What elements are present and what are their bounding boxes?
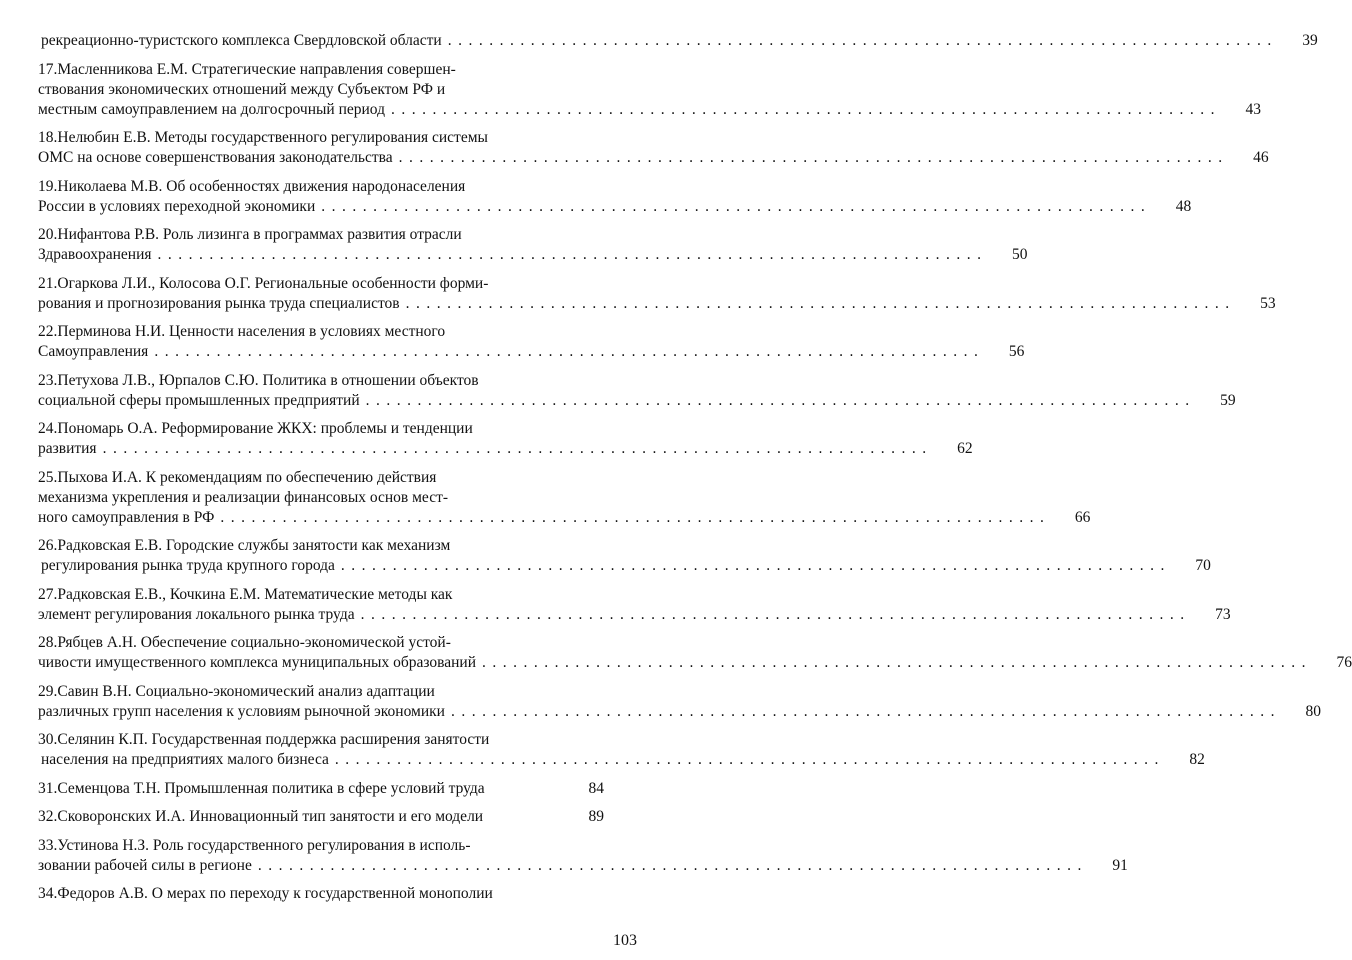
- toc-entry-text: рования и прогнозирования рынка труда специалистов: [38, 294, 400, 312]
- toc-entry-text: зовании рабочей силы в регионе: [38, 856, 252, 874]
- toc-entry-text: рекреационно-туристского комплекса Свердловской области: [41, 32, 442, 49]
- toc-entry-text: различных групп населения к условиям рыночной экономики: [38, 702, 445, 720]
- toc-page-number: 59: [1220, 391, 1236, 409]
- toc-entry-text: 32.Сковоронских И.А. Инновационный тип занятости и его модели: [38, 808, 484, 825]
- toc-entry-text: Самоуправления: [38, 343, 149, 360]
- toc-entry-text: ного самоуправления в РФ: [38, 508, 215, 526]
- toc-entry-line: [38, 439, 973, 459]
- toc-page-number: 46: [1253, 149, 1269, 166]
- toc-page-number: 66: [1074, 508, 1091, 526]
- toc-entry-line: [38, 391, 1236, 411]
- toc-entry-text: регулирования рынка труда крупного города: [41, 557, 335, 574]
- toc-entry-line: [38, 605, 1231, 625]
- toc-entry: [38, 177, 1192, 217]
- toc-entry-line: [38, 60, 604, 80]
- toc-entry: [38, 585, 1231, 625]
- leader-dots: ................................................................................: [390, 100, 1221, 118]
- toc-entry: [38, 371, 1236, 411]
- toc-entry-line: [38, 128, 604, 148]
- toc-entry-text: 31.Семенцова Т.Н. Промышленная политика в сфере условий труда: [38, 779, 485, 797]
- toc-entry-text: 34.Федоров А.В. О мерах по переходу к государственной монополии: [38, 885, 493, 902]
- toc-entry-line: [38, 148, 1269, 168]
- toc-entry-text: ствования экономических отношений между Субъектом РФ и: [38, 80, 446, 98]
- leader-dots: ................................................................................: [154, 343, 985, 360]
- toc-entry: [38, 836, 1128, 876]
- toc-entry-line: [38, 702, 1321, 722]
- toc-entry-line: [38, 80, 604, 100]
- toc-entry-line: [38, 633, 604, 653]
- toc-entry: [38, 60, 1261, 120]
- page-number: 103: [613, 932, 637, 949]
- toc-entry-line: [38, 508, 1091, 528]
- toc-entry-line: [38, 419, 604, 439]
- toc-page-number: 84: [588, 779, 604, 797]
- toc-entry-text: социальной сферы промышленных предприятий: [38, 391, 360, 409]
- toc-page-number: 76: [1336, 654, 1352, 671]
- leader-dots: ................................................................................: [360, 605, 1191, 623]
- toc-entry: [38, 779, 604, 799]
- toc-entry-line: [38, 245, 1028, 265]
- toc-entry-text: населения на предприятиях малого бизнеса: [41, 751, 329, 768]
- toc-page-number: 48: [1175, 197, 1192, 215]
- toc-entry: [38, 225, 1028, 265]
- toc-entry-text: России в условиях переходной экономики: [38, 197, 316, 215]
- toc-entry: [38, 468, 1091, 528]
- leader-dots: ................................................................................: [365, 391, 1196, 409]
- toc-entry-line: [38, 653, 1352, 673]
- toc-page-number: 73: [1215, 605, 1231, 623]
- toc-entry-text: 18.Нелюбин Е.В. Методы государственного регулирования системы: [38, 129, 488, 146]
- toc-entry-text: 25.Пыхова И.А. К рекомендациям по обеспечению действия: [38, 468, 437, 486]
- toc-page-number: 82: [1189, 751, 1205, 768]
- toc-page-number: 62: [957, 440, 973, 457]
- toc-entry-line: [38, 274, 604, 294]
- toc-entry: [38, 274, 1276, 314]
- toc-entry-text: 23.Петухова Л.В., Юрпалов С.Ю. Политика в отношении объектов: [38, 371, 479, 389]
- toc-entry: [38, 31, 1318, 51]
- leader-dots: ................................................................................: [257, 856, 1088, 874]
- toc-entry-text: 21.Огаркова Л.И., Колосова О.Г. Региональные особенности форми-: [38, 274, 489, 292]
- toc-entry: [38, 884, 604, 904]
- toc-entry-text: 22.Перминова Н.И. Ценности населения в условиях местного: [38, 323, 446, 340]
- toc-entry-text: 24.Пономарь О.А. Реформирование ЖКХ: проблемы и тенденции: [38, 420, 473, 437]
- toc-entry-text: чивости имущественного комплекса муниципальных образований: [38, 654, 477, 671]
- toc-entry-text: механизма укрепления и реализации финансовых основ мест-: [38, 488, 449, 506]
- toc-entry-line: [38, 468, 604, 488]
- toc-entry-line: [38, 807, 604, 827]
- toc-page-number: 50: [1012, 246, 1028, 263]
- toc-entry: [38, 730, 1205, 770]
- toc-entry-text: развития: [38, 440, 97, 457]
- toc-entry-line: [38, 294, 1276, 314]
- toc-entry-text: 28.Рябцев А.Н. Обеспечение социально-экономической устой-: [38, 634, 451, 651]
- leader-dots: ................................................................................: [482, 654, 1313, 671]
- table-of-contents: [38, 31, 1352, 913]
- toc-entry-line: [38, 100, 1261, 120]
- toc-entry-line: [38, 322, 604, 342]
- toc-page-number: 56: [1008, 343, 1025, 360]
- toc-entry-line: [38, 536, 604, 556]
- leader-dots: ................................................................................: [220, 508, 1051, 526]
- toc-entry: [38, 682, 1321, 722]
- leader-dots: ................................................................................: [321, 197, 1152, 215]
- toc-page-number: 70: [1195, 557, 1211, 574]
- toc-entry-text: 30.Селянин К.П. Государственная поддержка расширения занятости: [38, 731, 490, 748]
- leader-dots: ................................................................................: [334, 751, 1165, 768]
- toc-page-number: 80: [1305, 702, 1321, 720]
- toc-entry-text: 17.Масленникова Е.М. Стратегические направления совершен-: [38, 60, 456, 78]
- toc-entry-line: [38, 197, 1192, 217]
- toc-page-number: 39: [1302, 32, 1318, 49]
- toc-entry-line: [38, 371, 604, 391]
- toc-entry: [38, 807, 604, 827]
- toc-entry: [38, 322, 1025, 362]
- leader-dots: ................................................................................: [447, 32, 1278, 49]
- toc-entry-line: [38, 856, 1128, 876]
- toc-entry-line: [38, 488, 604, 508]
- toc-entry-line: [38, 884, 604, 904]
- toc-entry-line: [38, 750, 1205, 770]
- toc-page-number: 91: [1112, 856, 1128, 874]
- toc-entry-line: [38, 31, 1318, 51]
- toc-entry-text: элемент регулирования локального рынка труда: [38, 605, 355, 623]
- leader-dots: ................................................................................: [340, 557, 1171, 574]
- toc-page-number: 43: [1245, 100, 1261, 118]
- leader-dots: ................................................................................: [450, 702, 1281, 720]
- toc-page-number: 53: [1260, 294, 1276, 312]
- toc-entry-line: [38, 779, 604, 799]
- toc-entry: [38, 536, 1211, 576]
- toc-entry-line: [38, 177, 604, 197]
- toc-entry-text: 19.Николаева М.В. Об особенностях движения народонаселения: [38, 177, 466, 195]
- toc-entry-line: [38, 342, 1025, 362]
- leader-dots: ................................................................................: [157, 246, 988, 263]
- toc-page-number: 89: [588, 808, 604, 825]
- toc-entry-text: ОМС на основе совершенствования законодательства: [38, 149, 393, 166]
- toc-entry-text: 20.Нифантова Р.В. Роль лизинга в программах развития отрасли: [38, 226, 462, 243]
- toc-entry-text: местным самоуправлением на долгосрочный период: [38, 100, 385, 118]
- toc-entry-line: [38, 682, 604, 702]
- leader-dots: ................................................................................: [398, 149, 1229, 166]
- toc-entry-text: 26.Радковская Е.В. Городские службы занятости как механизм: [38, 537, 451, 554]
- toc-entry: [38, 128, 1269, 168]
- toc-entry-text: Здравоохранения: [38, 246, 152, 263]
- toc-entry-text: 29.Савин В.Н. Социально-экономический анализ адаптации: [38, 682, 435, 700]
- toc-entry-text: 33.Устинова Н.З. Роль государственного регулирования в исполь-: [38, 836, 471, 854]
- toc-entry-text: 27.Радковская Е.В., Кочкина Е.М. Математические методы как: [38, 585, 453, 603]
- leader-dots: ................................................................................: [405, 294, 1236, 312]
- toc-entry: [38, 419, 973, 459]
- leader-dots: ................................................................................: [102, 440, 933, 457]
- toc-entry-line: [38, 836, 604, 856]
- toc-entry-line: [38, 730, 604, 750]
- toc-entry: [38, 633, 1352, 673]
- toc-entry-line: [38, 225, 604, 245]
- toc-entry-line: [38, 556, 1211, 576]
- toc-entry-line: [38, 585, 604, 605]
